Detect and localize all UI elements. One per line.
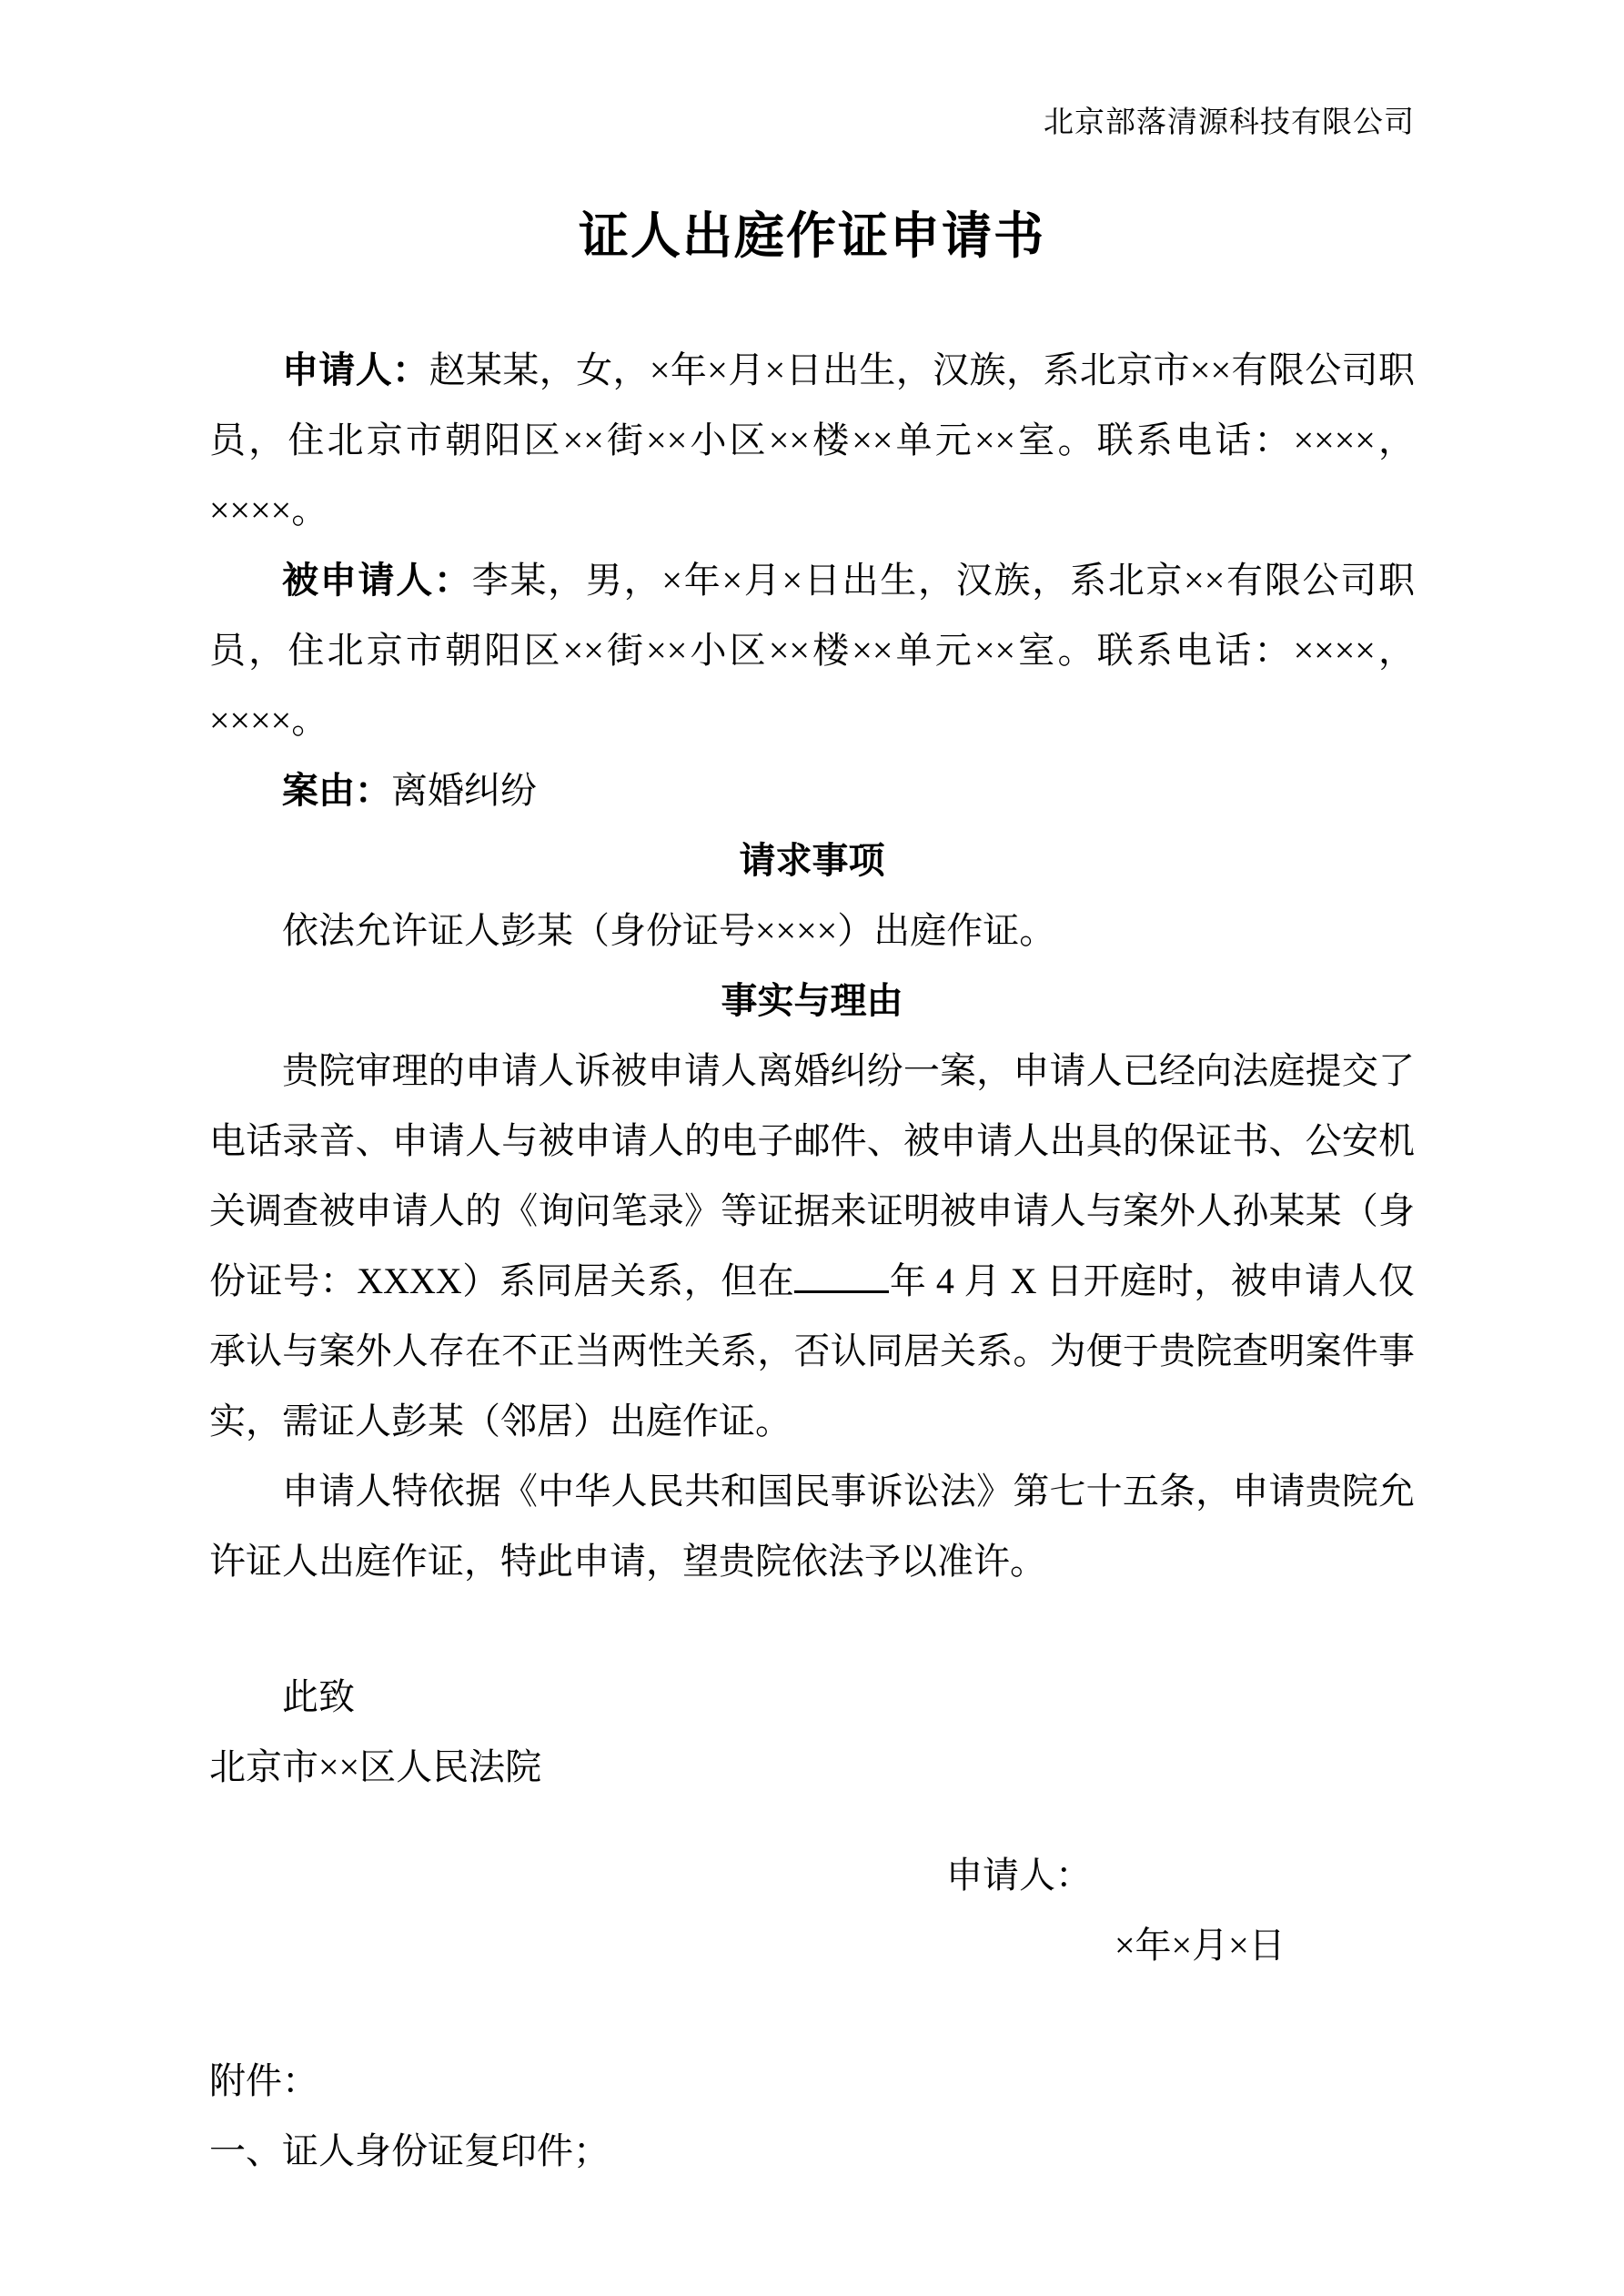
signature-label: 申请人： [946,1855,1092,1896]
facts-text-before-blank: 贵院审理的申请人诉被申请人离婚纠纷一案，申请人已经向法庭提交了电话录音、申请人与被申请人的电子邮件、被申请人出具的保证书、公安机关调查被申请人的《询问笔录》等证据来证明被申请人与案外人孙某某（身份证号：XXXX）系同居关系，但在 [209,1050,1415,1301]
cause-label: 案由： [282,770,391,811]
document-title: 证人出庭作证申请书 [578,208,1045,264]
court-name: 北京市××区人民法院 [209,1746,542,1787]
respondent-paragraph [209,545,1415,755]
salutation: 此致 [282,1676,355,1717]
attachments-section [209,2046,1415,2186]
document-body [209,335,1415,2186]
facts-heading: 事实与理由 [721,980,903,1021]
facts-text-after-blank: 年 4 月 X 日开庭时，被申请人仅承认与案外人存在不正当两性关系，否认同居关系。为便于贵院查明案件事实，需证人彭某（邻居）出庭作证。 [209,1260,1416,1441]
respondent-info: 李某，男，×年×月×日出生，汉族，系北京××有限公司职员，住北京市朝阳区××街××小区××楼××单元××室。联系电话：××××，××××。 [209,560,1415,741]
signature-date: ×年×月×日 [1115,1925,1286,1966]
facts-paragraph-1 [209,1036,1415,1456]
attachment-item-1: 一、证人身份证复印件； [209,2130,610,2171]
applicant-label: 申请人： [282,349,429,390]
applicant-paragraph [209,335,1415,545]
request-heading: 请求事项 [739,840,885,881]
respondent-label: 被申请人： [282,560,472,601]
fill-in-blank-underline [794,1258,889,1293]
attachments-label: 附件： [209,2060,318,2101]
applicant-info: 赵某某，女，×年×月×日出生，汉族，系北京市××有限公司职员，住北京市朝阳区××街××小区××楼××单元××室。联系电话：××××，××××。 [209,349,1415,531]
cause-text: 离婚纠纷 [391,770,537,811]
company-letterhead: 北京部落清源科技有限公司 [1044,106,1415,139]
facts-paragraph-2: 申请人特依据《中华人民共和国民事诉讼法》第七十五条，申请贵院允许证人出庭作证，特此申请，望贵院依法予以准许。 [209,1471,1415,1582]
request-paragraph: 依法允许证人彭某（身份证号××××）出庭作证。 [282,910,1056,951]
cause-paragraph [209,755,1415,825]
